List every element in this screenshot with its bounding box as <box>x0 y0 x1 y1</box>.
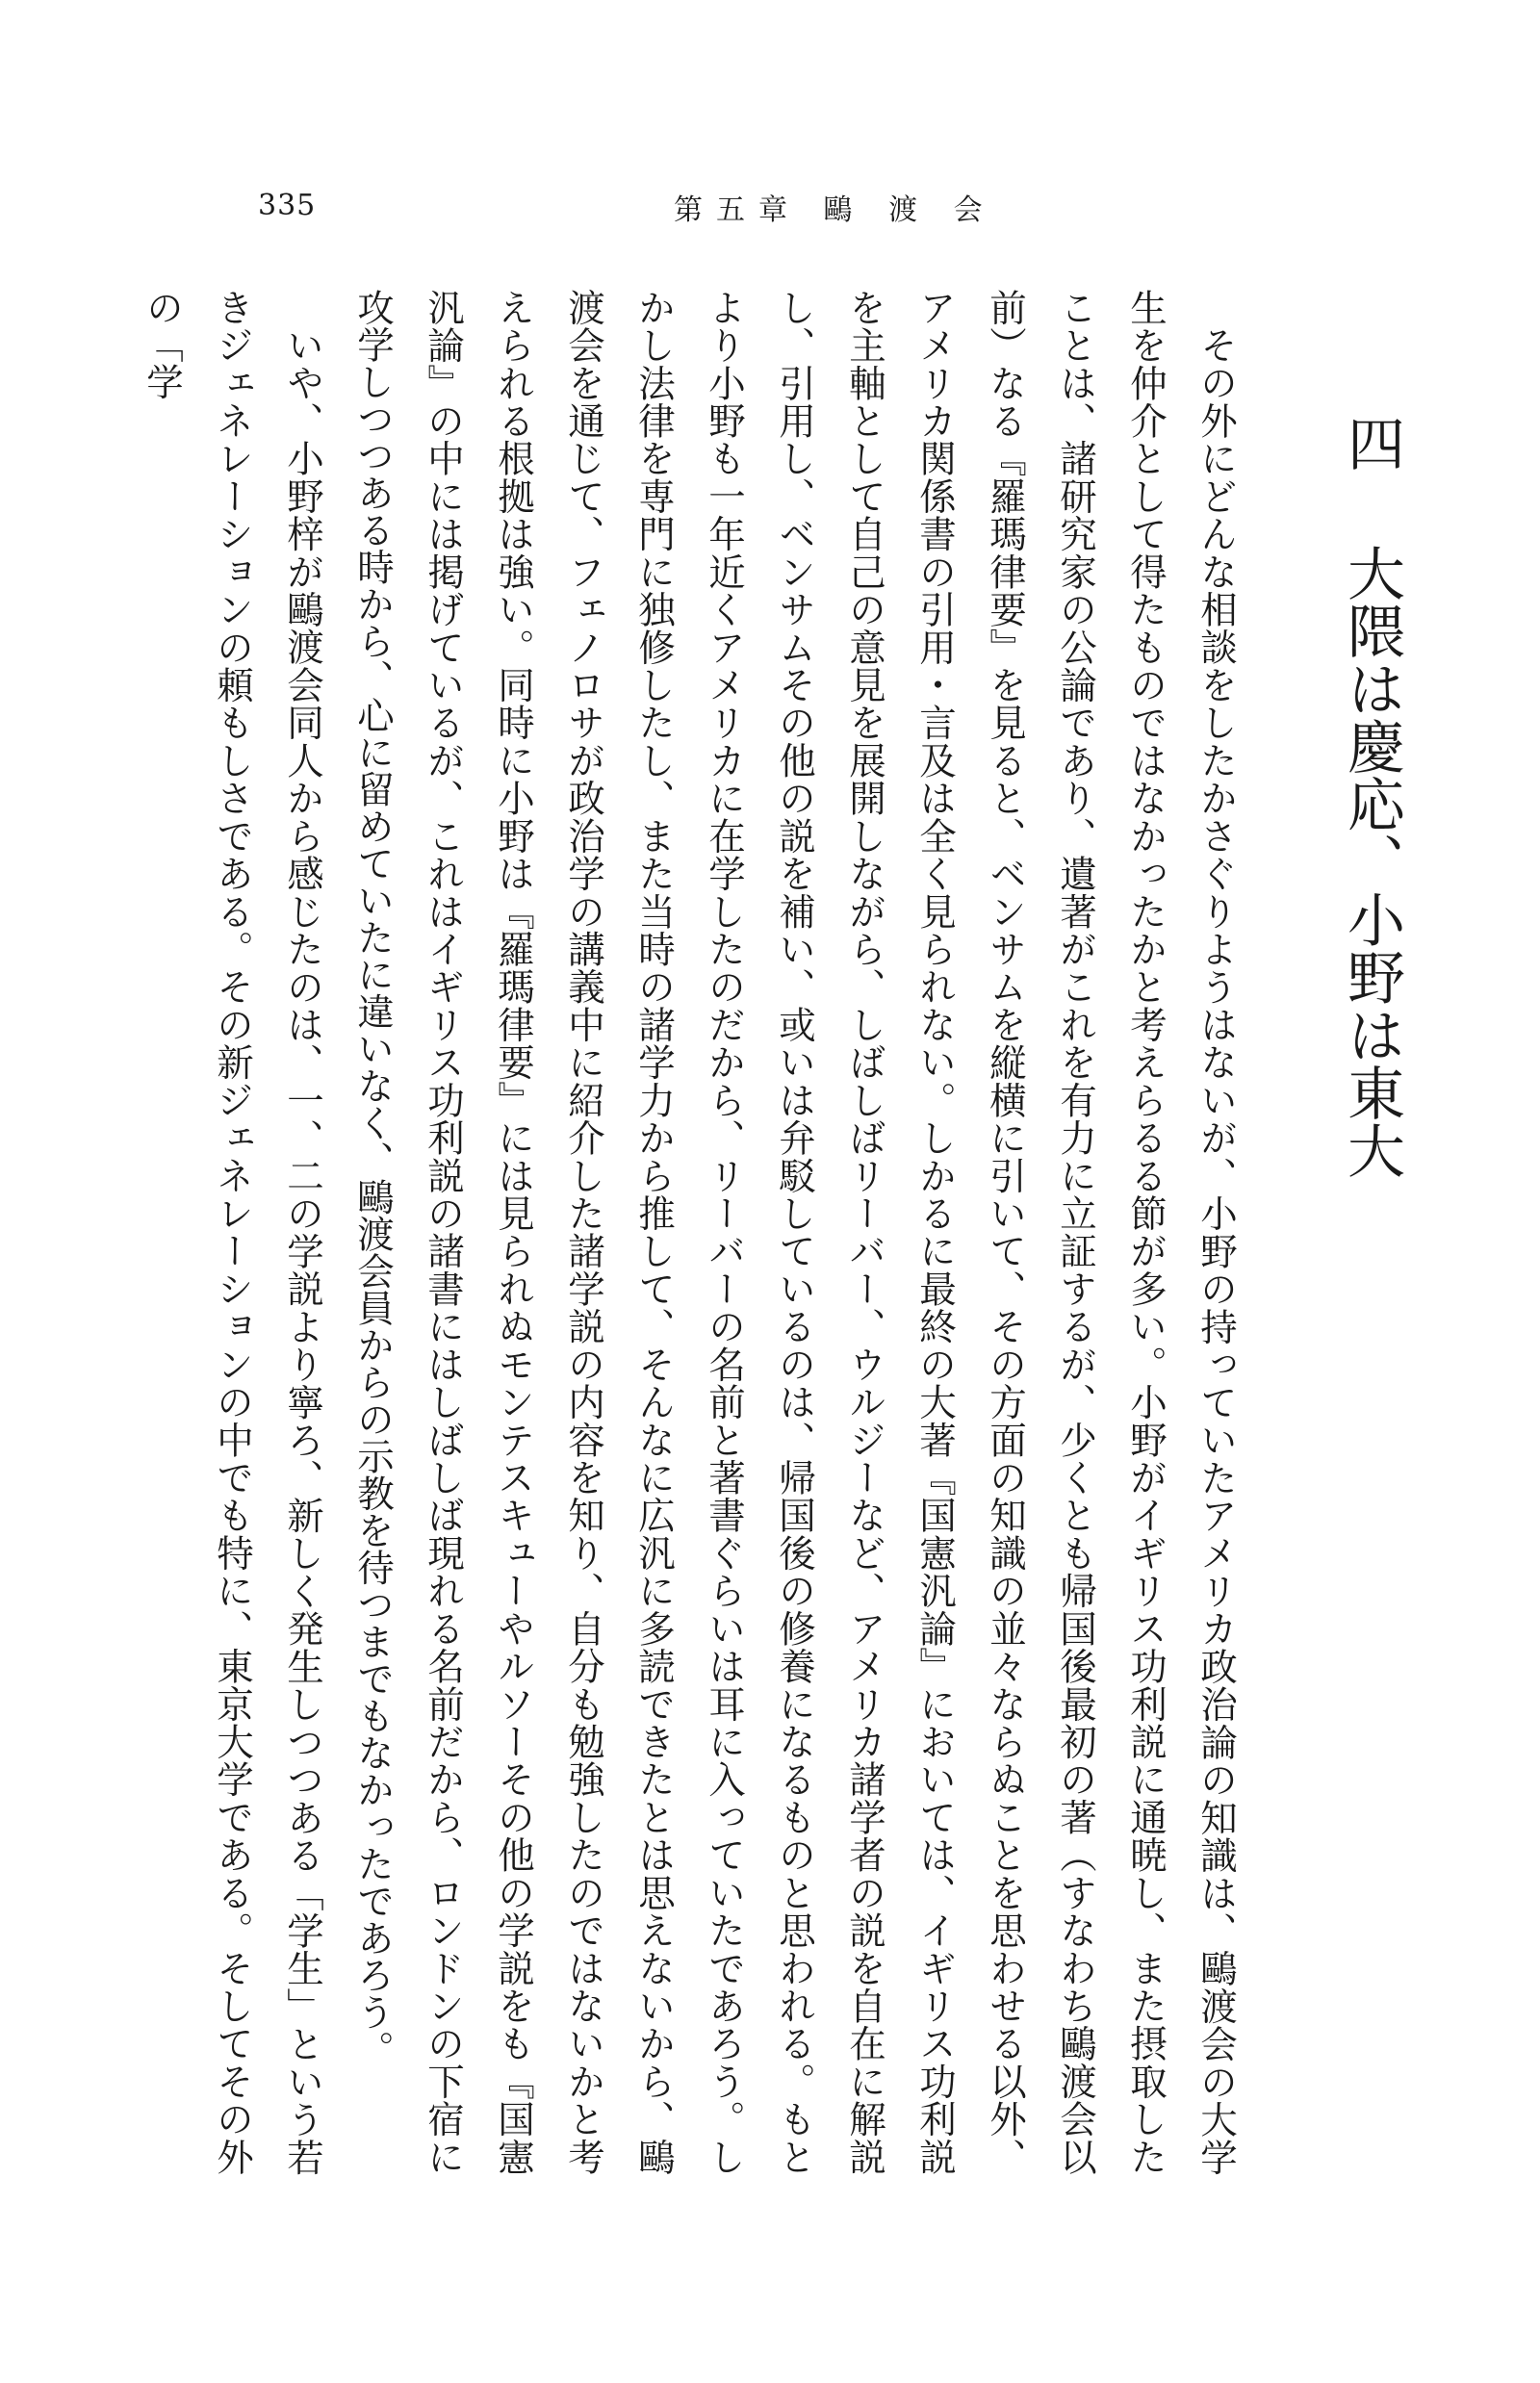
running-head: 第五章 鷗 渡 会 <box>674 193 996 227</box>
section-title: 大隈は慶応、小野は東大 <box>1338 544 1405 1180</box>
paragraph: その外にどんな相談をしたかさぐりようはないが、小野の持っていたアメリカ政治論の知識は、鷗渡会の大学生を仲介として得たものではなかったかと考えらるる節が多い。小野がイギリス功利説に通暁し、また摂取したことは、諸研究家の公論であり、遺著がこれを有力に立証するが、少くとも帰国後最初の著（すなわち鷗渡会以前）なる『羅瑪律要』を見ると、ベンサムを縦横に引いて、その方面の知識の並々ならぬことを思わせる以外、アメリカ関係書の引用・言及は全く見られない。しかるに最終の大著『国憲汎論』においては、イギリス功利説を主軸として自己の意見を展開しながら、しばしばリーバー、ウルジーなど、アメリカ諸学者の説を自在に解説し、引用し、ベンサムその他の説を補い、或いは弁駁しているのは、帰国後の修養になるものと思われる。もとより小野も一年近くアメリカに在学したのだから、リーバーの名前と著書ぐらいは耳に入っていたであろう。しかし法律を専門に独修したし、また当時の諸学力から推して、そんなに広汎に多読できたとは思えないから、鷗渡会を通じて、フェノロサが政治学の講義中に紹介した諸学説の内容を知り、自分も勉強したのではないかと考えられる根拠は強い。同時に小野は『羅瑪律要』には見られぬモンテスキューやルソーその他の学説をも『国憲汎論』の中には掲げているが、これはイギリス功利説の諸書にはしばしば現れる名前だから、ロンドンの下宿に攻学しつつある時から、心に留めていたに違いなく、鷗渡会員からの示教を待つまでもなかったであろう。 <box>351 289 1238 2176</box>
section-number: 四 <box>1338 414 1405 472</box>
section-heading <box>1328 414 1415 1180</box>
paragraph: いや、小野梓が鷗渡会同人から感じたのは、一、二の学説より寧ろ、新しく発生しつつある「学生」という若きジェネレーションの頼もしさである。その新ジェネレーションの中でも特に、東京大学である。そしてその外の「学 <box>141 289 324 2176</box>
body-text <box>141 289 1251 2176</box>
page-number: 335 <box>258 189 317 222</box>
